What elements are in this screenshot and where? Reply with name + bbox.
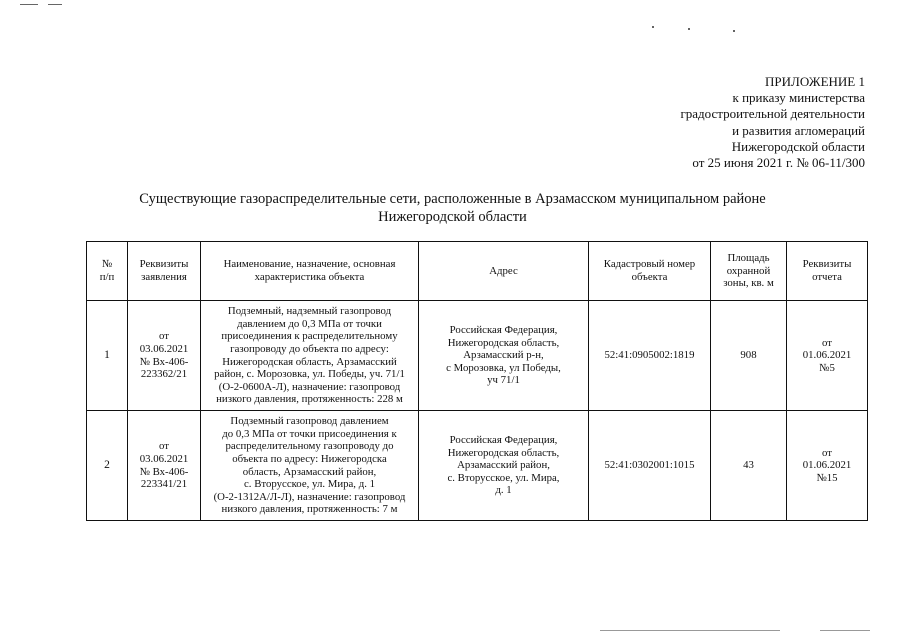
scan-artifact-dot bbox=[652, 26, 654, 28]
scan-artifact-line bbox=[820, 630, 870, 631]
header-object-name: Наименование, назначение, основная характеристика объекта bbox=[201, 242, 419, 301]
row-object-name: Подземный, надземный газопровод давлением до 0,3 МПа от точки присоединения к распределительному газопроводу до объекта по адресу: Нижегородская область, Арзамасский район, с. Морозовка, ул. Победы, уч. 71/1 (О-2-0600А-Л), назначение: газопровод низкого давления, протяженность: 228 м bbox=[201, 301, 419, 411]
row-cadastral-number: 52:41:0302001:1015 bbox=[589, 411, 711, 521]
annex-line: градостроительной деятельности bbox=[680, 106, 865, 122]
header-area: Площадь охранной зоны, кв. м bbox=[711, 242, 787, 301]
row-num: 1 bbox=[87, 301, 128, 411]
document-title bbox=[0, 190, 905, 226]
row-area: 908 bbox=[711, 301, 787, 411]
header-request-details: Реквизиты заявления bbox=[128, 242, 201, 301]
annex-line: от 25 июня 2021 г. № 06-11/300 bbox=[692, 155, 865, 171]
row-address: Российская Федерация, Нижегородская область, Арзамасский район, с. Вторусское, ул. Мира, д. 1 bbox=[419, 411, 589, 521]
gas-network-table bbox=[86, 241, 868, 521]
row-area: 43 bbox=[711, 411, 787, 521]
row-num: 2 bbox=[87, 411, 128, 521]
header-address: Адрес bbox=[419, 242, 589, 301]
document-title-line: Существующие газораспределительные сети, расположенные в Арзамасском муниципальном районе bbox=[139, 191, 766, 207]
header-num: № п/п bbox=[87, 242, 128, 301]
scan-artifact-line bbox=[48, 4, 62, 5]
annex-line: Нижегородской области bbox=[731, 138, 865, 154]
row-address: Российская Федерация, Нижегородская область, Арзамасский р-н, с Морозовка, ул Победы, уч 71/1 bbox=[419, 301, 589, 411]
scan-artifact-dot bbox=[688, 28, 690, 30]
annex-line: к приказу министерства bbox=[732, 90, 865, 106]
table-row bbox=[87, 301, 868, 411]
document-title-line: Нижегородской области bbox=[378, 209, 527, 225]
row-request-details: от 03.06.2021 № Вх-406- 223341/21 bbox=[128, 411, 201, 521]
header-cadastral-number: Кадастровый номер объекта bbox=[589, 242, 711, 301]
row-report-details: от 01.06.2021 №5 bbox=[787, 301, 868, 411]
annex-header bbox=[605, 74, 865, 171]
header-report-details: Реквизиты отчета bbox=[787, 242, 868, 301]
row-cadastral-number: 52:41:0905002:1819 bbox=[589, 301, 711, 411]
row-request-details: от 03.06.2021 № Вх-406- 223362/21 bbox=[128, 301, 201, 411]
scan-artifact-line bbox=[20, 4, 38, 5]
scan-artifact-line bbox=[600, 630, 780, 631]
annex-title: ПРИЛОЖЕНИЕ 1 bbox=[765, 74, 865, 89]
table-header-row bbox=[87, 242, 868, 301]
annex-line: и развития агломераций bbox=[732, 122, 865, 138]
row-report-details: от 01.06.2021 №15 bbox=[787, 411, 868, 521]
table-row bbox=[87, 411, 868, 521]
scan-artifact-dot bbox=[733, 30, 735, 32]
row-object-name: Подземный газопровод давлением до 0,3 МПа от точки присоединения к распределительному газопроводу до объекта по адресу: Нижегородска область, Арзамасский район, с. Вторусское, ул. Мира, д. 1 (О-2-1312А/Л-Л), назначение: газопровод низкого давления, протяженность: 7 м bbox=[201, 411, 419, 521]
